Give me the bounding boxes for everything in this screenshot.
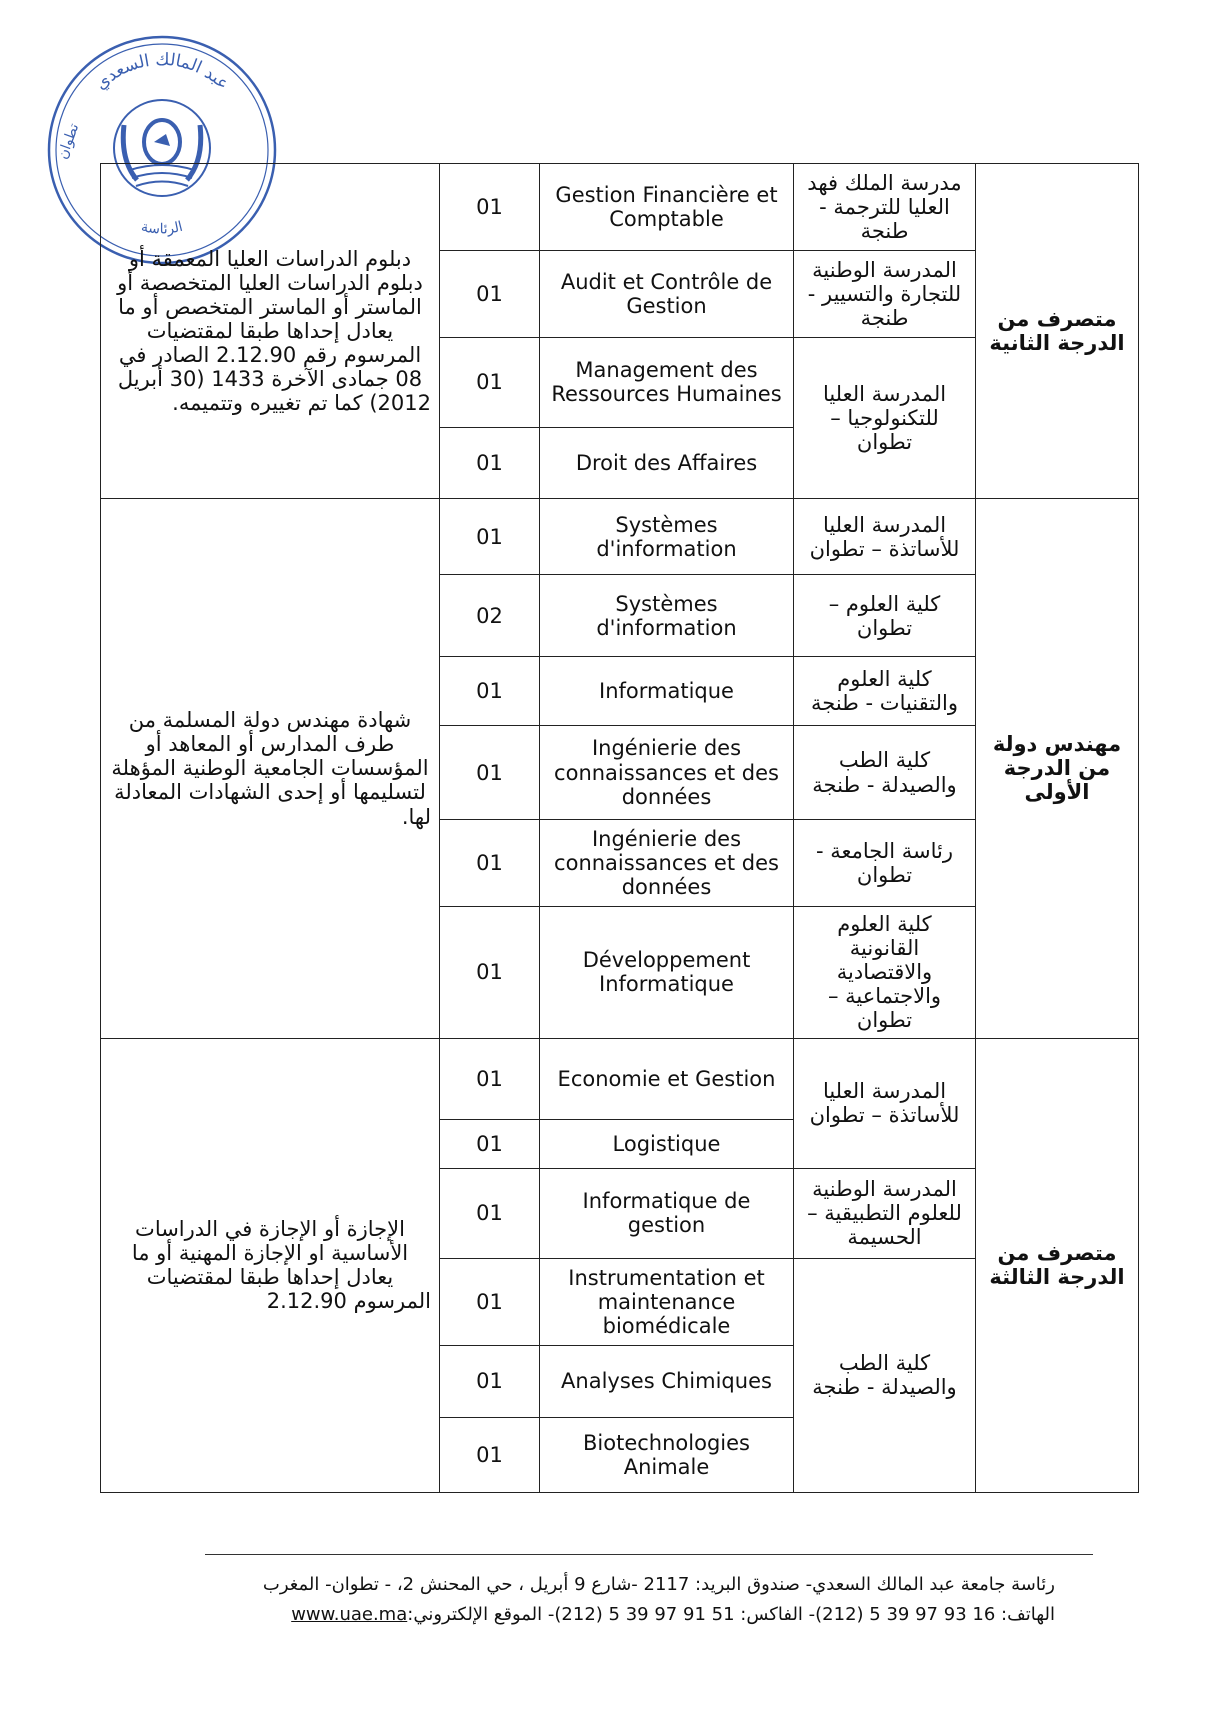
website-link[interactable]: www.uae.ma [291,1604,408,1625]
count-cell: 01 [440,427,540,498]
specialty-cell: Biotechnologies Animale [540,1417,794,1492]
institution-cell: المدرسة الوطنية للعلوم التطبيقية – الحسيمة [794,1169,976,1259]
specialty-cell: Ingénierie des connaissances et des données [540,726,794,820]
count-cell: 01 [440,726,540,820]
count-cell: 01 [440,1258,540,1346]
count-cell: 01 [440,819,540,906]
institution-cell: كلية العلوم القانونية والاقتصادية والاجتماعية – تطوان [794,906,976,1038]
seal-name-text: عبد المالك السعدي [91,49,233,95]
specialty-cell: Analyses Chimiques [540,1346,794,1417]
table-row [101,499,1139,575]
count-cell: 02 [440,575,540,656]
diploma-cell: الإجازة أو الإجازة في الدراسات الأساسية او الإجازة المهنية أو ما يعادل إحداها طبقا لمقتضيات المرسوم 2.12.90 [101,1038,440,1492]
institution-cell: رئاسة الجامعة - تطوان [794,819,976,906]
count-cell: 01 [440,338,540,428]
specialty-cell: Informatique [540,656,794,725]
diploma-cell: دبلوم الدراسات العليا المعمقة أو دبلوم الدراسات العليا المتخصصة أو الماستر أو الماستر المتخصص أو ما يعادل إحداها طبقا لمقتضيات المرسوم رقم 2.12.90 الصادر في 08 جمادى الآخرة 1433 (30 أبريل 2012) كما تم تغييره وتتميمه. [101,164,440,499]
institution-cell: كلية العلوم – تطوان [794,575,976,656]
seal-city-text: تطوان [54,121,83,162]
count-cell: 01 [440,164,540,251]
institution-cell: المدرسة العليا للتكنولوجيا – تطوان [794,338,976,499]
specialty-cell: Instrumentation et maintenance biomédicale [540,1258,794,1346]
specialty-cell: Développement Informatique [540,906,794,1038]
footer-contact-text: الهاتف: 16 93 97 39 5 (212)- الفاكس: 51 91 97 39 5 (212)- الموقع الإلكتروني: [407,1604,1055,1625]
institution-cell: المدرسة الوطنية للتجارة والتسيير - طنجة [794,250,976,338]
positions-table [100,163,1139,1493]
count-cell: 01 [440,1417,540,1492]
specialty-cell: Gestion Financière et Comptable [540,164,794,251]
count-cell: 01 [440,656,540,725]
specialty-cell: Systèmes d'information [540,499,794,575]
count-cell: 01 [440,1169,540,1259]
institution-cell: كلية الطب والصيدلة - طنجة [794,726,976,820]
count-cell: 01 [440,1346,540,1417]
seal-bottom-text: الرئاسة [139,218,185,238]
specialty-cell: Ingénierie des connaissances et des données [540,819,794,906]
count-cell: 01 [440,250,540,338]
count-cell: 01 [440,1038,540,1119]
count-cell: 01 [440,906,540,1038]
specialty-cell: Informatique de gestion [540,1169,794,1259]
table-row [101,164,1139,251]
institution-cell: المدرسة العليا للأساتذة – تطوان [794,1038,976,1168]
table-row [101,1038,1139,1119]
institution-cell: مدرسة الملك فهد العليا للترجمة - طنجة [794,164,976,251]
specialty-cell: Audit et Contrôle de Gestion [540,250,794,338]
footer-address: رئاسة جامعة عبد المالك السعدي- صندوق البريد: 2117 -شارع 9 أبريل ، حي المحنش 2، - تطوان- المغرب [262,1574,1055,1595]
institution-cell: كلية الطب والصيدلة - طنجة [794,1258,976,1492]
specialty-cell: Economie et Gestion [540,1038,794,1119]
specialty-cell: Droit des Affaires [540,427,794,498]
specialty-cell: Systèmes d'information [540,575,794,656]
count-cell: 01 [440,1120,540,1169]
institution-cell: المدرسة العليا للأساتذة – تطوان [794,499,976,575]
specialty-cell: Logistique [540,1120,794,1169]
specialty-cell: Management des Ressources Humaines [540,338,794,428]
rank-cell: متصرف من الدرجة الثالثة [976,1038,1139,1492]
institution-cell: كلية العلوم والتقنيات - طنجة [794,656,976,725]
rank-cell: متصرف من الدرجة الثانية [976,164,1139,499]
footer-contact [291,1604,1055,1625]
count-cell: 01 [440,499,540,575]
footer-divider [205,1554,1093,1555]
rank-cell: مهندس دولة من الدرجة الأولى [976,499,1139,1039]
diploma-cell: شهادة مهندس دولة المسلمة من طرف المدارس أو المعاهد أو المؤسسات الجامعية الوطنية المؤهلة لتسليمها أو إحدى الشهادات المعادلة لها. [101,499,440,1039]
